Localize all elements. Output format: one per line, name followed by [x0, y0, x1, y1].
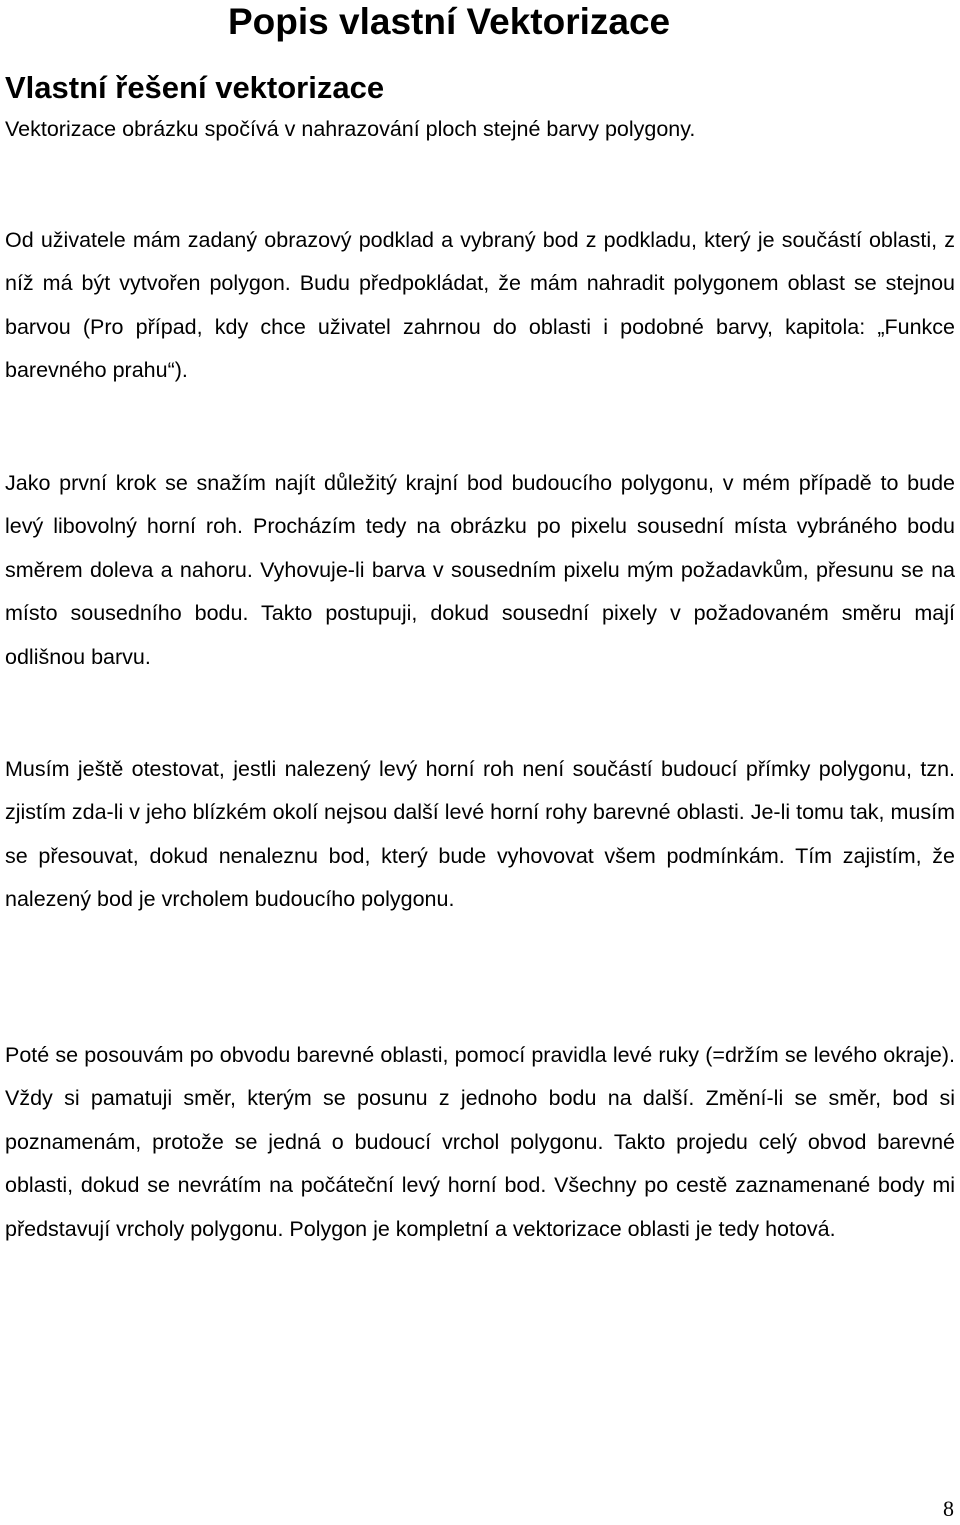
- section-heading: Vlastní řešení vektorizace: [5, 70, 385, 105]
- paragraph-input-and-assumption: Od uživatele mám zadaný obrazový podklad a vybraný bod z podkladu, který je součástí oblasti, z níž má být vytvořen polygon. Budu předpokládat, že mám nahradit polygonem oblast se stejnou barvou (Pro případ, kdy chce uživatel zahrnou do oblasti i podobné barvy, kapitola: „Funkce barevného prahu“).: [5, 228, 955, 383]
- intro-paragraph: Vektorizace obrázku spočívá v nahrazování ploch stejné barvy polygony.: [5, 117, 696, 141]
- paragraph-perimeter-walk: Poté se posouvám po obvodu barevné oblasti, pomocí pravidla levé ruky (=držím se levého okraje). Vždy si pamatuji směr, kterým se posunu z jednoho bodu na další. Změní-li se směr, bod si poznamenám, protože se jedná o budoucí vrchol polygonu. Takto projedu celý obvod barevné oblasti, dokud se nevrátím na počáteční levý horní bod. Všechny po cestě zaznamenané body mi představují vrcholy polygonu. Polygon je kompletní a vektorizace oblasti je tedy hotová.: [5, 1043, 955, 1241]
- paragraph-corner-test: Musím ještě otestovat, jestli nalezený levý horní roh není součástí budoucí přímky polygonu, tzn. zjistím zda-li v jeho blízkém okolí nejsou další levé horní rohy barevné oblasti. Je-li tomu tak, musím se přesouvat, dokud nenaleznu bod, který bude vyhovovat všem podmínkám. Tím zajistím, že nalezený bod je vrcholem budoucího polygonu.: [5, 757, 955, 912]
- page-number: 8: [943, 1496, 954, 1521]
- paragraph-first-step: Jako první krok se snažím najít důležitý krajní bod budoucího polygonu, v mém případě to bude levý libovolný horní roh. Procházím tedy na obrázku po pixelu sousední místa vybráného bodu směrem doleva a nahoru. Vyhovuje-li barva v sousedním pixelu mým požadavkům, přesunu se na místo sousedního bodu. Takto postupuji, dokud sousední pixely v požadovaném směru mají odlišnou barvu.: [5, 471, 955, 669]
- page-title: Popis vlastní Vektorizace: [228, 1, 671, 42]
